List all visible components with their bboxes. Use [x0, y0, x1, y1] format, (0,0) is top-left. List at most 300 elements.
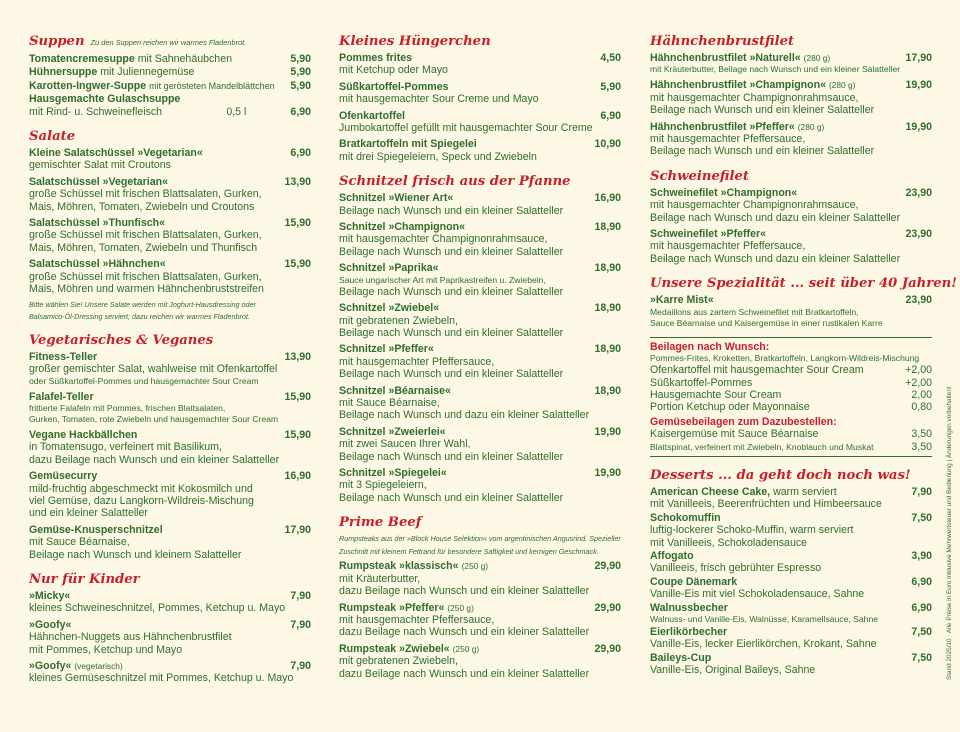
- section-note: Zu den Suppen reichen wir warmes Fladenbrot.: [90, 38, 247, 47]
- item-name: [339, 302, 439, 314]
- side-dishes-included: Pommes-Frites, Kroketten, Bratkartoffeln, Langkorn-Wildreis-Mischung: [650, 353, 920, 364]
- menu-item: [650, 486, 932, 511]
- section-title: Schweinefilet: [650, 168, 749, 184]
- menu-item: [29, 524, 311, 561]
- menu-item: [29, 217, 311, 254]
- vegetable-side: [650, 428, 932, 440]
- item-name-text: Bratkartoffeln mit Spiegelei: [339, 138, 477, 151]
- item-description: mit hausgemachter Pfeffersauce,: [339, 355, 495, 368]
- item-description: Beilage nach Wunsch und ein kleiner Salatteller: [339, 285, 564, 298]
- menu-item: [29, 93, 311, 118]
- menu-item: [339, 110, 621, 135]
- item-row: [650, 576, 932, 588]
- item-name: [650, 187, 797, 199]
- item-row: [29, 590, 311, 602]
- item-description: Hähnchen-Nuggets aus Hähnchenbrustfilet: [29, 631, 232, 644]
- item-row: [339, 602, 621, 614]
- item-row: [339, 138, 621, 150]
- item-name-text: »Goofy«: [29, 660, 72, 672]
- menu-item: [339, 192, 621, 217]
- item-name-text: Salatschüssel »Hähnchen«: [29, 258, 166, 271]
- section-heading: [650, 275, 957, 292]
- item-name: [29, 53, 232, 65]
- item-price: 5,90: [290, 53, 311, 65]
- item-row: [339, 467, 621, 479]
- item-name-text: Affogato: [650, 549, 694, 562]
- item-name-text: American Cheese Cake,: [650, 485, 771, 498]
- item-row: [339, 385, 621, 397]
- item-description: mit Kräuterbutter, Beilage nach Wunsch und ein kleiner Salatteller: [650, 64, 901, 75]
- item-name-text: Rumpsteak »Pfeffer«: [339, 601, 445, 614]
- item-detail-row: [29, 106, 311, 118]
- item-row: [29, 351, 311, 363]
- item-description: Vanilleeis, frisch gebrühter Espresso: [650, 562, 822, 575]
- item-name-text: Falafel-Teller: [29, 390, 94, 403]
- vegetable-side: [650, 441, 932, 453]
- item-description: mit Kräuterbutter,: [339, 572, 421, 585]
- item-name: [29, 619, 71, 631]
- item-row: [650, 550, 932, 562]
- item-price: 7,90: [290, 660, 311, 672]
- item-price: 18,90: [594, 343, 621, 356]
- item-price: 10,90: [594, 138, 621, 151]
- item-price: 17,90: [284, 523, 311, 536]
- side-dishes-title: Beilagen nach Wunsch:: [650, 337, 932, 353]
- item-description: dazu Beilage nach Wunsch und ein kleiner Salatteller: [339, 585, 590, 598]
- item-name: [29, 147, 203, 159]
- item-name: [29, 217, 165, 229]
- item-name: [339, 52, 412, 64]
- menu-item: [650, 187, 932, 224]
- item-price: 15,90: [284, 428, 311, 441]
- item-name: [650, 512, 721, 524]
- menu-item: [339, 52, 621, 77]
- side-option-price: +2,00: [905, 364, 932, 377]
- item-name-text: Schnitzel »Champignon«: [339, 221, 465, 234]
- side-option-price: 0,80: [911, 401, 932, 414]
- item-name-text: Hühnersuppe: [29, 66, 98, 79]
- item-row: [29, 217, 311, 229]
- item-row: [29, 258, 311, 270]
- section-title: Salate: [29, 129, 76, 145]
- item-row: [339, 343, 621, 355]
- item-name: [29, 470, 97, 482]
- item-description: Mais, Möhren, Tomaten, Zwiebeln und Thunfisch: [29, 241, 258, 254]
- item-name: [339, 192, 453, 204]
- item-name-text: Schnitzel »Béarnaise«: [339, 384, 451, 397]
- item-name: [650, 652, 711, 664]
- item-price: 5,90: [290, 66, 311, 79]
- item-row: [650, 486, 932, 498]
- item-row: [339, 81, 621, 93]
- item-row: [29, 176, 311, 188]
- menu-item: [339, 81, 621, 106]
- item-price: 7,50: [911, 511, 932, 524]
- item-description: Mais, Möhren und warmen Hähnchenbruststreifen: [29, 283, 264, 296]
- item-price: 6,90: [911, 575, 932, 588]
- item-description: mit Vanilleeis, Schokoladensauce: [650, 536, 808, 549]
- item-description: große Schüssel mit frischen Blattsalaten, Gurken,: [29, 229, 262, 242]
- menu-item: [339, 426, 621, 463]
- section-heading: [650, 33, 932, 50]
- item-name: [650, 228, 766, 240]
- item-name: [339, 262, 439, 274]
- menu-item: [650, 512, 932, 549]
- menu-column-2: [339, 33, 621, 684]
- item-description: viel Gemüse, dazu Langkorn-Wildreis-Mischung: [29, 494, 254, 507]
- section-heading: [650, 467, 932, 484]
- item-name-text: Hausgemachte Gulaschsuppe: [29, 93, 181, 106]
- item-name: [339, 343, 434, 355]
- section-heading: [650, 168, 932, 185]
- item-name-text: Süßkartoffel-Pommes: [339, 80, 449, 93]
- section-title: Schnitzel frisch aus der Pfanne: [339, 174, 571, 190]
- item-name: [29, 66, 194, 78]
- item-price: 29,90: [594, 601, 621, 614]
- item-row: [29, 391, 311, 403]
- item-row: [650, 228, 932, 240]
- item-name: [650, 79, 856, 91]
- item-name: [29, 590, 70, 602]
- menu-item: [650, 550, 932, 575]
- item-description: mit hausgemachter Pfeffersauce,: [650, 240, 806, 253]
- menu-item: [29, 258, 311, 295]
- item-description: Sauce Béarnaise und Kaisergemüse in einer rustikalen Karre: [650, 317, 883, 328]
- item-description: gemischter Salat mit Croutons: [29, 159, 171, 172]
- menu-item: [650, 228, 932, 265]
- item-price: 7,90: [911, 485, 932, 498]
- side-option-name: Portion Ketchup oder Mayonnaise: [650, 401, 810, 414]
- item-name-text: Rumpsteak »Zwiebel«: [339, 642, 450, 655]
- item-description: mit Rind- u. Schweinefleisch: [29, 105, 163, 118]
- side-dishes-box: [650, 337, 932, 457]
- item-price: 6,90: [290, 105, 311, 118]
- item-row: [339, 52, 621, 64]
- menu-item: [339, 221, 621, 258]
- item-name-text: Gemüse-Knusperschnitzel: [29, 523, 163, 536]
- item-row: [29, 524, 311, 536]
- item-description: mit hausgemachter Champignonrahmsauce,: [650, 199, 859, 212]
- side-option-price: 2,00: [911, 388, 932, 401]
- item-weight: (250 g): [461, 561, 489, 572]
- item-name: [339, 426, 446, 438]
- item-name: [29, 176, 168, 188]
- item-name-text: Salatschüssel »Thunfisch«: [29, 217, 166, 230]
- item-price: 18,90: [594, 262, 621, 275]
- item-description: mit hausgemachter Champignonrahmsauce,: [650, 91, 859, 104]
- item-description: mild-fruchtig abgeschmeckt mit Kokosmilch und: [29, 482, 253, 495]
- item-row: [29, 80, 311, 92]
- menu-item: [650, 652, 932, 677]
- item-description: mit Vanilleeis, Beerenfrüchten und Himbeersauce: [650, 498, 882, 511]
- item-weight: (280 g): [803, 53, 831, 63]
- item-name: [339, 467, 447, 479]
- item-price: 4,50: [600, 52, 621, 64]
- menu-item: [650, 79, 932, 116]
- item-name-text: Pommes frites: [339, 52, 413, 64]
- item-price: 15,90: [284, 258, 311, 271]
- item-description: Mais, Möhren, Tomaten, Zwiebeln und Croutons: [29, 200, 255, 213]
- item-name-text: Tomatencremesuppe: [29, 53, 135, 65]
- item-name: [339, 643, 479, 655]
- item-description: mit Sauce Béarnaise,: [29, 536, 130, 549]
- item-name-text: Walnussbecher: [650, 601, 728, 614]
- menu-item: [29, 429, 311, 466]
- item-name: [339, 138, 477, 150]
- item-description: Beilage nach Wunsch und ein kleiner Salatteller: [339, 368, 564, 381]
- menu-item: [29, 176, 311, 213]
- menu-item: [29, 53, 311, 65]
- item-description: großer gemischter Salat, wahlweise mit Ofenkartoffel: [29, 363, 278, 376]
- item-description: mit drei Spiegeleiern, Speck und Zwiebeln: [339, 150, 537, 163]
- item-inline-desc: mit gerösteten Mandelblättchen: [149, 80, 275, 91]
- item-price: 13,90: [284, 350, 311, 363]
- item-name-text: Eierlikörbecher: [650, 626, 728, 638]
- item-description: Gurken, Tomaten, rote Zwiebeln und hausgemachter Sour Cream: [29, 413, 279, 424]
- item-name-text: Schnitzel »Zweierlei«: [339, 425, 446, 438]
- side-option-name: Süßkartoffel-Pommes: [650, 376, 753, 389]
- item-description: mit gebratenen Zwiebeln,: [339, 655, 458, 668]
- section-title: Suppen: [29, 34, 85, 49]
- item-description: dazu Beilage nach Wunsch und ein kleiner Salatteller: [339, 626, 590, 639]
- item-description: Beilage nach Wunsch und ein kleiner Salatteller: [650, 104, 875, 117]
- item-price: 7,90: [290, 618, 311, 631]
- item-price: 16,90: [594, 192, 621, 205]
- item-name-tail: warm serviert: [773, 485, 837, 498]
- item-description: frittierte Falafeln mit Pommes, frischen Blattsalaten,: [29, 402, 226, 413]
- item-name-text: »Karre Mist«: [650, 294, 714, 307]
- item-price: 6,90: [911, 601, 932, 614]
- item-description: Vanille-Eis mit viel Schokoladensauce, Sahne: [650, 588, 865, 601]
- section-title: Desserts ... da geht doch noch was!: [650, 467, 911, 483]
- item-description: Beilage nach Wunsch und ein kleiner Salatteller: [339, 245, 564, 258]
- item-name-text: Karotten-Ingwer-Suppe: [29, 79, 147, 92]
- item-name-text: Schweinefilet »Champignon«: [650, 186, 798, 199]
- item-name: [650, 576, 737, 588]
- item-weight: (280 g): [797, 121, 825, 132]
- vegetable-side-price: 3,50: [911, 428, 932, 441]
- item-description: Vanille-Eis, lecker Eierlikörchen, Krokant, Sahne: [650, 638, 877, 651]
- item-name-text: »Goofy«: [29, 618, 72, 631]
- legal-note: Stand 2025/10 · Alle Preise in Euro inklusive Mehrwertsteuer und Bedienung | Änderungen vorbehalten!: [946, 386, 953, 680]
- item-description: Beilage nach Wunsch und ein kleiner Salatteller: [339, 491, 564, 504]
- item-description: mit 3 Spiegeleiern,: [339, 479, 427, 492]
- menu-item: [339, 467, 621, 504]
- item-weight: (vegetarisch): [74, 661, 123, 671]
- item-name: [29, 429, 137, 441]
- item-price: 16,90: [284, 470, 311, 483]
- section-intro: Rumpsteaks aus der »Block House Selektion« vom argentinischen Angusrind. Spezieller: [339, 534, 621, 544]
- item-name: [339, 81, 449, 93]
- item-name-text: Hähnchenbrustfilet »Pfeffer«: [650, 120, 795, 133]
- menu-item: [650, 576, 932, 601]
- item-description: mit hausgemachter Pfeffersauce,: [650, 133, 806, 146]
- item-row: [339, 110, 621, 122]
- item-name: [650, 52, 830, 64]
- item-description: mit hausgemachter Sour Creme und Mayo: [339, 93, 539, 106]
- item-name-text: Coupe Dänemark: [650, 575, 738, 588]
- section-title: Unsere Spezialität ... seit über 40 Jahren!: [650, 276, 957, 292]
- item-name-text: Schnitzel »Pfeffer«: [339, 343, 434, 356]
- item-price: 6,90: [600, 109, 621, 122]
- item-name-text: Schweinefilet »Pfeffer«: [650, 228, 766, 241]
- item-price: 7,50: [911, 626, 932, 638]
- section-heading: [29, 128, 311, 145]
- item-weight: (250 g): [452, 643, 480, 654]
- item-name: [29, 80, 275, 92]
- side-option: [650, 364, 932, 376]
- item-description: Beilage nach Wunsch und ein kleiner Salatteller: [650, 145, 875, 158]
- item-description: mit Pommes, Ketchup und Mayo: [29, 643, 183, 656]
- item-description: Medaillons aus zartem Schweinefilet mit Bratkartoffeln,: [650, 306, 859, 317]
- item-name: [339, 385, 451, 397]
- item-name: [650, 294, 714, 306]
- item-price: 6,90: [290, 147, 311, 160]
- section-title: Vegetarisches & Veganes: [29, 332, 214, 348]
- item-price: 19,90: [594, 466, 621, 479]
- item-name-text: Schokomuffin: [650, 511, 721, 524]
- item-name-text: Schnitzel »Paprika«: [339, 262, 439, 275]
- menu-item: [650, 121, 932, 158]
- item-name: [650, 626, 727, 638]
- item-price: 13,90: [284, 175, 311, 188]
- item-row: [650, 626, 932, 638]
- side-option-name: Hausgemachte Sour Cream: [650, 388, 782, 401]
- item-description: kleines Schweineschnitzel, Pommes, Ketchup u. Mayo: [29, 602, 286, 615]
- side-option: [650, 389, 932, 401]
- item-name-text: Gemüsecurry: [29, 470, 98, 483]
- item-price: 18,90: [594, 221, 621, 234]
- menu-item: [339, 602, 621, 639]
- item-name: [29, 258, 166, 270]
- item-description: mit hausgemachter Champignonrahmsauce,: [339, 233, 548, 246]
- side-option-name: Ofenkartoffel mit hausgemachter Sour Cream: [650, 364, 864, 377]
- item-price: 29,90: [594, 560, 621, 573]
- menu-item: [29, 351, 311, 387]
- item-price: 29,90: [594, 642, 621, 655]
- vegetable-side-name: Kaisergemüse mit Sauce Béarnaise: [650, 428, 819, 441]
- item-name-text: Kleine Salatschüssel »Vegetarian«: [29, 147, 203, 160]
- item-description: Beilage nach Wunsch und ein kleiner Salatteller: [339, 326, 564, 339]
- section-title: Hähnchenbrustfilet: [650, 34, 795, 49]
- item-price: 15,90: [284, 390, 311, 403]
- menu-item: [339, 302, 621, 339]
- item-price: 23,90: [905, 228, 932, 241]
- item-price: 18,90: [594, 384, 621, 397]
- item-row: [339, 560, 621, 572]
- item-price: 23,90: [905, 186, 932, 199]
- section-title: Kleines Hüngerchen: [339, 34, 491, 49]
- item-row: [29, 53, 311, 65]
- item-row: [650, 652, 932, 664]
- item-price: 7,90: [290, 589, 311, 602]
- item-name-text: »Micky«: [29, 589, 71, 602]
- item-description: Beilage nach Wunsch und ein kleiner Salatteller: [339, 204, 564, 217]
- section-heading: [29, 33, 311, 51]
- item-weight: (280 g): [828, 80, 856, 91]
- item-name-text: Hähnchenbrustfilet »Champignon«: [650, 79, 826, 92]
- item-price: 19,90: [594, 425, 621, 438]
- menu-item: [339, 385, 621, 422]
- item-row: [339, 302, 621, 314]
- menu-item: [29, 590, 311, 615]
- item-name-text: Hähnchenbrustfilet »Naturell«: [650, 52, 801, 64]
- item-description: mit Ketchup oder Mayo: [339, 64, 448, 77]
- section-heading: [339, 33, 621, 50]
- item-description: mit hausgemachter Pfeffersauce,: [339, 614, 495, 626]
- item-price: 15,90: [284, 217, 311, 230]
- item-row: [650, 187, 932, 199]
- item-description: dazu Beilage nach Wunsch und ein kleiner Salatteller: [29, 453, 280, 466]
- item-row: [650, 512, 932, 524]
- menu-item: [339, 560, 621, 597]
- item-description: kleines Gemüseschnitzel mit Pommes, Ketchup u. Mayo: [29, 672, 294, 685]
- item-name-text: Baileys-Cup: [650, 651, 712, 664]
- item-name: [29, 524, 163, 536]
- item-price: 5,90: [290, 79, 311, 92]
- menu-item: [339, 343, 621, 380]
- item-name-text: Salatschüssel »Vegetarian«: [29, 175, 168, 188]
- item-row: [650, 602, 932, 614]
- item-inline-desc: mit Juliennegemüse: [100, 66, 195, 79]
- item-row: [650, 52, 932, 64]
- item-name-text: Rumpsteak »klassisch«: [339, 560, 459, 573]
- item-price: 19,90: [905, 120, 932, 133]
- side-option: [650, 377, 932, 389]
- section-heading: [29, 332, 311, 349]
- vegetable-side-name: Blattspinat, verfeinert mit Zwiebeln, Knoblauch und Muskat: [650, 441, 874, 452]
- item-description: oder Süßkartoffel-Pommes und hausgemachter Sour Cream: [29, 375, 259, 386]
- item-price: 5,90: [600, 80, 621, 93]
- item-name: [650, 602, 728, 614]
- section-intro: Zuschnitt mit kleinem Fettrand für besondere Saftigkeit und kernigen Geschmack.: [339, 546, 599, 556]
- section-heading: [339, 514, 621, 531]
- item-description: luftig-lockerer Schoko-Muffin, warm serviert: [650, 524, 854, 537]
- menu-item: [29, 147, 311, 172]
- item-description: Vanille-Eis, Original Baileys, Sahne: [650, 664, 816, 677]
- item-row: [650, 294, 932, 306]
- menu-item: [339, 138, 621, 163]
- menu-item: [29, 660, 311, 685]
- item-description: in Tomatensugo, verfeinert mit Basilikum,: [29, 441, 222, 454]
- item-quantity: 0,5 l: [226, 105, 247, 118]
- item-description: mit Sauce Béarnaise,: [339, 396, 440, 409]
- item-description: Beilage nach Wunsch und dazu ein kleiner Salatteller: [650, 252, 901, 265]
- item-description: große Schüssel mit frischen Blattsalaten, Gurken,: [29, 188, 262, 201]
- item-row: [339, 192, 621, 204]
- item-name: [339, 560, 488, 572]
- section-heading: [339, 173, 621, 190]
- item-name-text: Schnitzel »Wiener Art«: [339, 192, 454, 205]
- item-row: [29, 429, 311, 441]
- item-name: [650, 121, 824, 133]
- section-title: Prime Beef: [339, 515, 422, 531]
- item-name: [339, 110, 405, 122]
- item-price: 3,90: [911, 549, 932, 562]
- item-price: 19,90: [905, 79, 932, 92]
- menu-item: [650, 294, 932, 328]
- item-name-text: Fitness-Teller: [29, 350, 98, 363]
- item-row: [29, 619, 311, 631]
- item-row: [339, 643, 621, 655]
- item-name: [339, 221, 465, 233]
- item-description: und ein kleiner Salatteller: [29, 507, 148, 520]
- item-description: dazu Beilage nach Wunsch und ein kleiner Salatteller: [339, 667, 590, 680]
- menu-column-1: [29, 33, 311, 689]
- item-row: [650, 121, 932, 133]
- item-name-text: Vegane Hackbällchen: [29, 428, 138, 441]
- item-row: [339, 221, 621, 233]
